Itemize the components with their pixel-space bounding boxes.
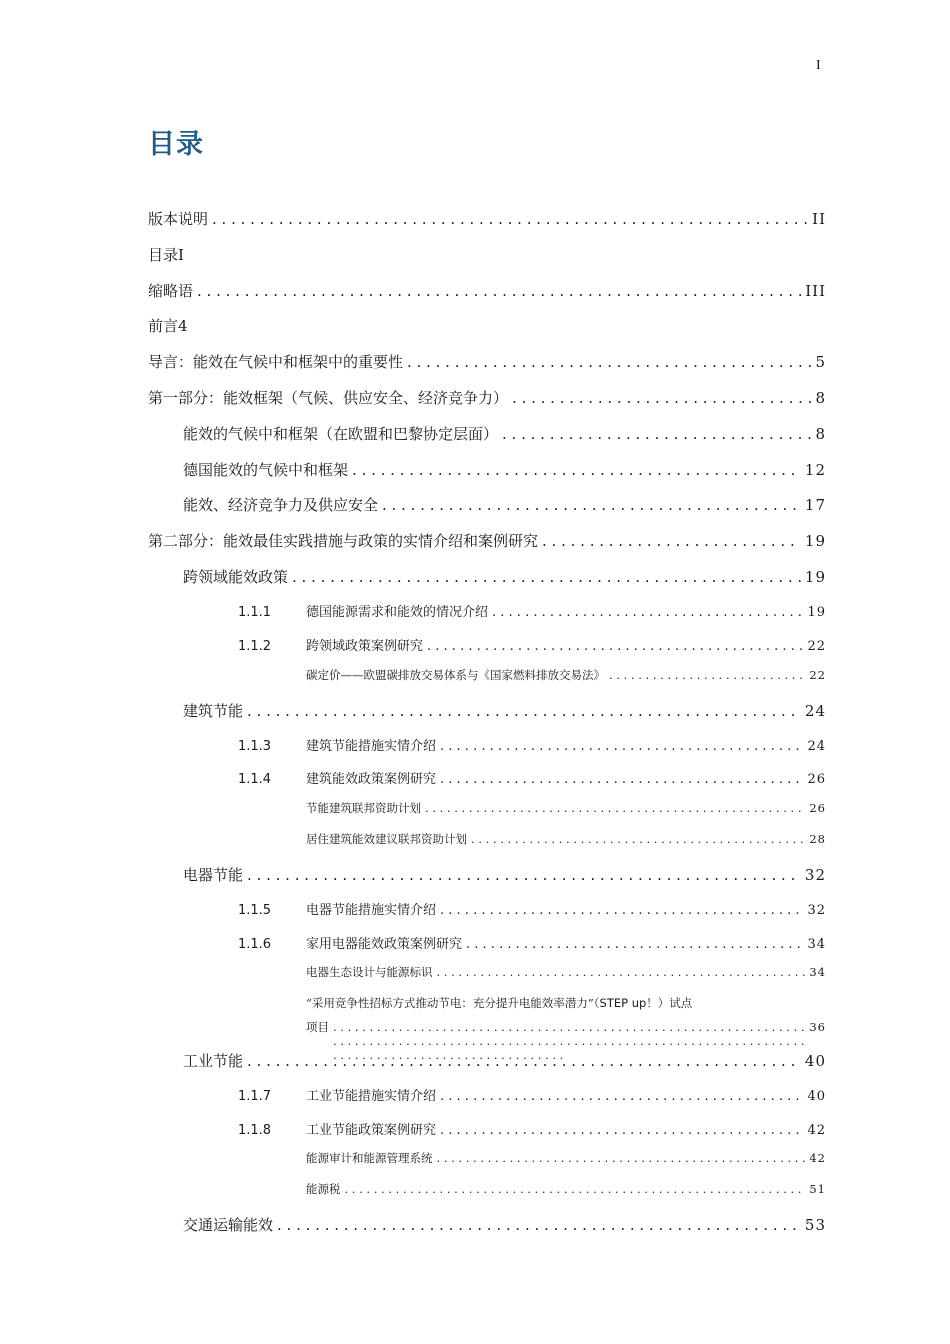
- dot-leader: [352, 461, 801, 479]
- toc-entry[interactable]: [238, 1085, 826, 1104]
- toc-entry-page: 34: [807, 937, 826, 952]
- toc-entry-text: 能源审计和能源管理系统: [306, 1151, 433, 1165]
- dot-leader: [292, 568, 801, 586]
- toc-entry-page: 36: [809, 1020, 826, 1034]
- dot-leader: [407, 353, 811, 371]
- toc-entry-page: 40: [807, 1089, 826, 1104]
- toc-entry-text-part: ）试点: [657, 996, 693, 1010]
- toc-entry[interactable]: [183, 494, 826, 515]
- dot-leader: [382, 496, 801, 514]
- toc-entry[interactable]: [183, 1050, 826, 1071]
- toc-entry-page: 40: [804, 1052, 826, 1070]
- toc-entry[interactable]: [238, 933, 826, 952]
- dot-leader: [542, 532, 801, 550]
- dot-leader: [437, 965, 806, 979]
- toc-entry-text: 电器生态设计与能源标识: [306, 965, 433, 979]
- toc-entry-text-part: “采用竞争性招标方式推动节电：充分提升电能效率潜力”（: [306, 996, 600, 1010]
- toc-entry[interactable]: [183, 566, 826, 587]
- dot-leader: [440, 1089, 803, 1104]
- dot-leader: [440, 903, 803, 918]
- toc-entry[interactable]: [148, 315, 826, 336]
- dot-leader: [492, 605, 803, 620]
- toc-entry-page: 26: [809, 801, 826, 815]
- toc-entry-text: 节能建筑联邦资助计划: [306, 801, 421, 815]
- dot-leader: [502, 425, 811, 443]
- toc-entry-page: 32: [804, 866, 826, 884]
- toc-entry-text: 家用电器能效政策案例研究: [306, 937, 463, 952]
- toc-entry-page: 22: [809, 668, 826, 682]
- toc-entry-text: 版本说明: [148, 210, 209, 228]
- toc-entry-number: 1.1.4: [238, 772, 272, 787]
- toc-entry-page: 19: [804, 568, 826, 586]
- toc-entry-text: 居住建筑能效建议联邦资助计划: [306, 832, 467, 846]
- toc-entry-number: 1.1.1: [238, 605, 272, 620]
- toc-entry-page: 22: [807, 639, 826, 654]
- toc-entry-page: 51: [809, 1182, 826, 1196]
- toc-entry-page: 8: [815, 389, 826, 407]
- dot-leader: [437, 1151, 806, 1165]
- toc-entry[interactable]: [306, 1150, 826, 1166]
- dot-leader: [197, 282, 801, 300]
- toc-entry-page: 42: [807, 1123, 826, 1138]
- toc-entry-text: 电器节能措施实情介绍: [306, 903, 437, 918]
- toc-entry-text: 工业节能措施实情介绍: [306, 1089, 437, 1104]
- toc-entry-text: 导言：能效在气候中和框架中的重要性: [148, 353, 404, 371]
- toc-entry-page: 24: [804, 702, 826, 720]
- toc-entry-text-part: STEP up！: [599, 996, 658, 1010]
- toc-entry-page: III: [805, 282, 826, 300]
- toc-entry-page: 34: [809, 965, 826, 979]
- toc-entry-line1: [306, 995, 826, 1011]
- toc-entry-text: 项目: [306, 1020, 329, 1034]
- toc-entry-number: 1.1.7: [238, 1089, 272, 1104]
- toc-entry[interactable]: [183, 423, 826, 444]
- dot-leader: [471, 832, 805, 846]
- toc-entry[interactable]: [238, 735, 826, 754]
- toc-entry[interactable]: [306, 831, 826, 847]
- dot-leader: [247, 1052, 801, 1070]
- dot-leader: [247, 702, 801, 720]
- toc-entry-number: 1.1.2: [238, 639, 272, 654]
- toc-entry-text: 能源税: [306, 1182, 341, 1196]
- dot-leader: [247, 866, 801, 884]
- toc-title: 目录: [148, 129, 204, 160]
- toc-entry-text: 交通运输能效: [183, 1216, 274, 1234]
- toc-entry-page: 28: [809, 832, 826, 846]
- toc-entry-text: 电器节能: [183, 866, 244, 884]
- dot-leader: [609, 668, 805, 682]
- dot-leader: [425, 801, 805, 815]
- toc-entry-page: 24: [807, 739, 826, 754]
- toc-entry[interactable]: [148, 530, 826, 551]
- toc-entry-page: 5: [815, 353, 826, 371]
- toc-entry[interactable]: [306, 667, 826, 683]
- toc-entry[interactable]: [238, 899, 826, 918]
- toc-entry[interactable]: [238, 601, 826, 620]
- toc-entry-page: 8: [815, 425, 826, 443]
- toc-entry-page: 32: [807, 903, 826, 918]
- dot-leader: [512, 389, 811, 407]
- toc-entry[interactable]: [306, 800, 826, 816]
- toc-entry[interactable]: [148, 280, 826, 301]
- toc-entry-number: 1.1.8: [238, 1123, 272, 1138]
- toc-entry-text: 目录I: [148, 246, 184, 264]
- toc-entry[interactable]: [238, 635, 826, 654]
- toc-entry[interactable]: [183, 459, 826, 480]
- toc-entry[interactable]: [238, 768, 826, 787]
- toc-entry-text: 能效、经济竞争力及供应安全: [183, 496, 379, 514]
- dot-leader: [440, 772, 803, 787]
- toc-entry-page: II: [812, 210, 826, 228]
- toc-entry-number: 1.1.5: [238, 903, 272, 918]
- toc-entry-text: 缩略语: [148, 282, 194, 300]
- dot-leader: [466, 937, 803, 952]
- toc-entry-text: 建筑能效政策案例研究: [306, 772, 437, 787]
- toc-entry[interactable]: [183, 1214, 826, 1235]
- toc-entry[interactable]: [148, 244, 826, 265]
- dot-leader: [440, 1123, 803, 1138]
- toc-entry-text: 前言4: [148, 317, 188, 335]
- toc-entry-text: 能效的气候中和框架（在欧盟和巴黎协定层面）: [183, 425, 499, 443]
- toc-entry-number: 1.1.6: [238, 937, 272, 952]
- toc-entry-text: 第二部分：能效最佳实践措施与政策的实情介绍和案例研究: [148, 532, 539, 550]
- toc-entry-text: 建筑节能措施实情介绍: [306, 739, 437, 754]
- toc-entry[interactable]: [238, 1119, 826, 1138]
- toc-entry-page: 53: [804, 1216, 826, 1234]
- toc-entry-text: 德国能效的气候中和框架: [183, 461, 349, 479]
- dot-leader: [427, 639, 803, 654]
- toc-entry-text: 跨领域能效政策: [183, 568, 289, 586]
- dot-leader: [277, 1216, 801, 1234]
- toc-entry-text: 第一部分：能效框架（气候、供应安全、经济竞争力）: [148, 389, 509, 407]
- toc-entry-text: 建筑节能: [183, 702, 244, 720]
- toc-entry-text: 跨领域政策案例研究: [306, 639, 424, 654]
- toc-entry-page: 17: [804, 496, 826, 514]
- dot-leader: [440, 739, 803, 754]
- toc-entry-text: 工业节能: [183, 1052, 244, 1070]
- toc-entry-text: 碳定价——欧盟碳排放交易体系与《国家燃料排放交易法》: [306, 668, 605, 682]
- toc-entry-page: 12: [804, 461, 826, 479]
- toc-entry[interactable]: [148, 208, 826, 229]
- toc-entry-number: 1.1.3: [238, 739, 272, 754]
- dot-leader: [345, 1182, 806, 1196]
- toc-entry[interactable]: [148, 387, 826, 408]
- toc-entry-page: 42: [809, 1151, 826, 1165]
- toc-entry-page: 19: [804, 532, 826, 550]
- toc-entry-page: 26: [807, 772, 826, 787]
- toc-entry-text: 工业节能政策案例研究: [306, 1123, 437, 1138]
- toc-entry[interactable]: [306, 1181, 826, 1197]
- page-number: I: [816, 58, 821, 73]
- toc-entry-text: 德国能源需求和能效的情况介绍: [306, 605, 489, 620]
- toc-entry[interactable]: [148, 351, 826, 372]
- dot-leader: [212, 210, 808, 228]
- toc-entry[interactable]: [306, 964, 826, 980]
- toc-entry-page: 19: [807, 605, 826, 620]
- toc-entry[interactable]: [183, 700, 826, 721]
- toc-entry[interactable]: [183, 864, 826, 885]
